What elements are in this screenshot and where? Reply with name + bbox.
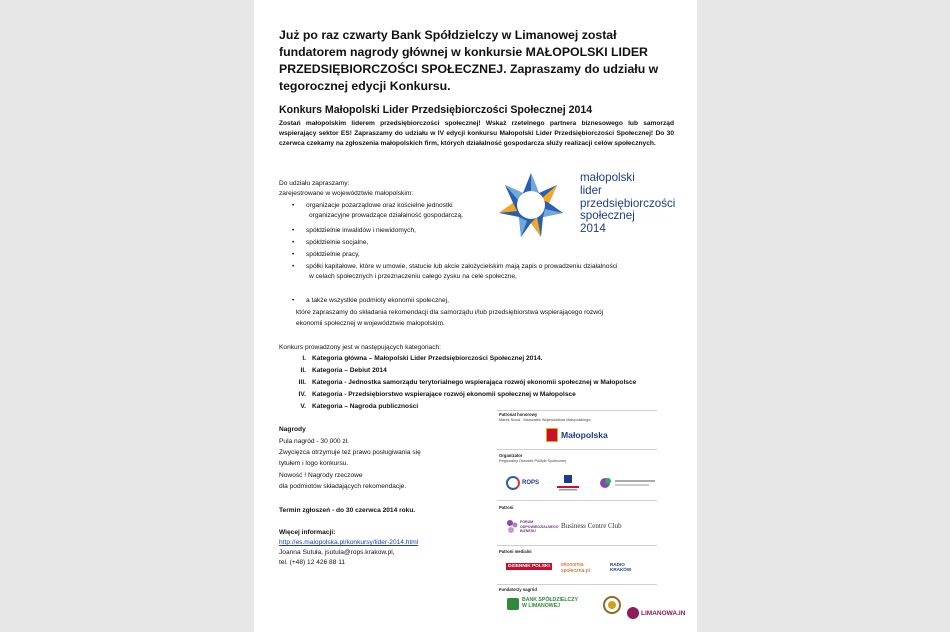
bullet-icon: • [292, 239, 295, 246]
divider [497, 410, 657, 411]
patroni-medialni-label: Patroni medialni [499, 549, 532, 554]
deadline: Termin zgłoszeń - do 30 czerwca 2014 roku. [279, 507, 416, 514]
rops-logo: ROPS [506, 476, 539, 490]
list-item: • spółdzielnie inwalidów i niewidomych, [306, 226, 416, 236]
bullet-icon: • [292, 263, 295, 270]
forum-icon [506, 519, 518, 535]
patronat-label: Patronat honorowy [499, 412, 538, 417]
phone: tel. (+48) 12 426 88 11 [279, 559, 346, 566]
prizes-line: tytułem i logo konkursu. [279, 460, 349, 467]
bank-logo: BANK SPÓŁDZIELCZY W LIMANOWEJ [507, 598, 578, 610]
divider [497, 584, 657, 585]
limanowa-in-logo: LIMANOWA.IN [627, 607, 685, 619]
category-item: V. Kategoria – Nagroda publiczności [300, 403, 419, 410]
bank-icon [507, 598, 519, 610]
bullet-icon: • [292, 297, 295, 304]
list-item: • organizacje pozarządowe oraz kościelne jednostki organizacyjne prowadzące działalność gospodarczą, [292, 202, 463, 220]
categories-intro: Konkurs prowadzony jest w następujących kategoriach: [279, 344, 442, 351]
prizes-title: Nagrody [279, 426, 306, 433]
list-item: • spółdzielnie socjalne, [306, 238, 368, 248]
prizes-line: dla podmiotów składających rekomendacje. [279, 483, 407, 490]
ue-logo-icon [555, 474, 581, 492]
category-item: I. Kategoria główna – Małopolski Lider Przedsiębiorczości Społecznej 2014. [302, 355, 543, 362]
bullet-icon: • [292, 251, 295, 258]
prizes-line: Pula nagród - 30 000 zł. [279, 438, 350, 445]
category-item: IV. Kategoria - Przedsiębiorstwo wspierające rozwój ekonomii społecznej w Małopolsce [298, 391, 576, 398]
invite-after-1: które zapraszamy do składania rekomendacji dla samorządu i/lub przedsiębiorstwa wspierającego rozwój [296, 309, 604, 316]
divider [497, 449, 657, 450]
invite-line-1: Do udziału zapraszamy: [279, 180, 350, 187]
limanowa-emblem-icon [602, 596, 622, 614]
radio-logo: RADIO KRAKÓW [610, 562, 632, 573]
dziennik-logo: DZIENNIK POLSKI [508, 564, 550, 569]
prizes-line: Nowość ! Nagrody rzeczowe [279, 472, 363, 479]
organizator-label: Organizator [499, 453, 523, 458]
malopolska-logo: Małopolska [546, 428, 608, 442]
rops-icon [506, 476, 520, 490]
bullet-icon: • [292, 227, 295, 234]
more-info-title: Więcej informacji: [279, 529, 336, 536]
contact: Joanna Sutuła, jsutula@rops.krakow.pl, [279, 549, 395, 556]
partner-logo-icon [599, 476, 657, 490]
list-item: • spółki kapitałowe, które w umowie, statucie lub akcie założycielskim mają zapis o prowadzeniu działalności w celach społecznych i przeznaczeniu całego zysku na cele społeczne, [292, 263, 618, 281]
document-page [254, 0, 697, 632]
bullet-icon: • [292, 202, 295, 209]
invite-line-2: zarejestrowane w województwie małopolskim: [279, 190, 414, 197]
divider [497, 545, 657, 546]
limanowa-in-icon [627, 607, 639, 619]
patroni-label: Patroni [499, 505, 514, 510]
category-item: III. Kategoria - Jednostka samorządu terytorialnego wspierająca rozwój ekonomii społecznej w Małopolsce [298, 379, 637, 386]
list-item: • spółdzielnie pracy, [306, 250, 360, 260]
prizes-line: Zwycięzca otrzymuje też prawo posługiwania się [279, 449, 421, 456]
invite-after-2: ekonomii społecznej w województwie małopolskim. [296, 320, 445, 327]
organizator-sub: Regionalny Ośrodek Polityki Społecznej [499, 459, 567, 463]
contest-star-logo [496, 170, 566, 240]
bcc-logo: Business Centre Club [561, 522, 622, 530]
headline: Już po raz czwarty Bank Spółdzielczy w Limanowej został fundatorem nagrody głównej w konkursie MAŁOPOLSKI LIDER PRZEDSIĘBIORCZOŚCI SPOŁECZNEJ. Zapraszamy do udziału w tegorocznej edycji Konkursu. [279, 28, 659, 93]
contest-logo-text: małopolski lider przedsiębiorczości społecznej 2014 [580, 171, 676, 236]
contest-title: Konkurs Małopolski Lider Przedsiębiorczości Społecznej 2014 [279, 104, 593, 116]
list-item: • a także wszystkie podmioty ekonomii społecznej, [306, 296, 449, 306]
category-item: II. Kategoria – Debiut 2014 [300, 367, 387, 374]
more-info-link[interactable]: http://es.malopolska.pl/konkursy/lider-2014.html [279, 539, 419, 546]
ekonomia-logo: ekonomia społeczna.pl [561, 562, 590, 574]
coat-of-arms-icon [546, 428, 558, 442]
forum-logo: FORUM ODPOWIEDZIALNEGO BIZNESU [506, 519, 554, 535]
divider [497, 500, 657, 501]
intro-paragraph: Zostań małopolskim liderem przedsiębiorczości społecznej! Wskaż rzetelnego partnera biznesowego lub samorząd wspierający sektor ES! Zapraszamy do udziału w IV edycji konkursu Małopolski Lider Przedsiębiorczości Społecznej! Do 30 czerwca czekamy na zgłoszenia małopolskich firm, których działalność gospodarcza służy realizacji celów społecznych. [279, 120, 674, 147]
fundatorzy-label: Fundatorzy nagród [499, 587, 537, 592]
patronat-sub: Marek Sowa - Marszałek Województwa Małopolskiego [499, 418, 591, 422]
